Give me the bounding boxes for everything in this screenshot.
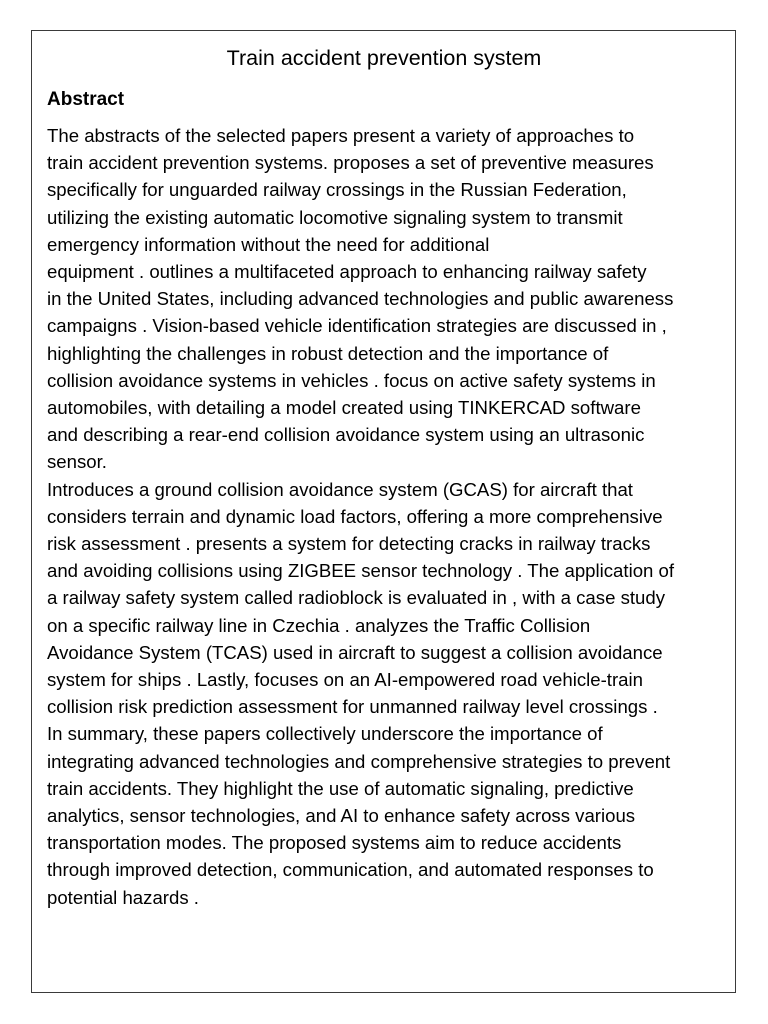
body-line: on a specific railway line in Czechia . analyzes the Traffic Collision	[47, 614, 591, 636]
body-line: potential hazards .	[47, 886, 199, 908]
body-line: transportation modes. The proposed systems aim to reduce accidents	[47, 832, 622, 854]
body-line: and describing a rear-end collision avoidance system using an ultrasonic	[47, 424, 645, 446]
body-line: Introduces a ground collision avoidance system (GCAS) for aircraft that	[47, 478, 633, 500]
body-line: a railway safety system called radioblock is evaluated in , with a case study	[47, 587, 666, 609]
body-line: The abstracts of the selected papers present a variety of approaches to	[47, 125, 635, 146]
body-line: considers terrain and dynamic load factors, offering a more comprehensive	[47, 505, 663, 527]
body-line: equipment . outlines a multifaceted approach to enhancing railway safety	[47, 261, 647, 283]
body-line: train accidents. They highlight the use of automatic signaling, predictive	[47, 777, 634, 799]
body-line: automobiles, with detailing a model created using TINKERCAD software	[47, 397, 641, 419]
body-line: in the United States, including advanced technologies and public awareness	[47, 288, 674, 310]
body-line: collision risk prediction assessment for unmanned railway level crossings .	[47, 696, 658, 718]
body-line: train accident prevention systems. proposes a set of preventive measures	[47, 152, 654, 174]
document-title: Train accident prevention system	[226, 46, 542, 70]
body-line: specifically for unguarded railway crossings in the Russian Federation,	[47, 179, 627, 201]
body-line: In summary, these papers collectively underscore the importance of	[47, 723, 603, 745]
body-line: campaigns . Vision-based vehicle identification strategies are discussed in ,	[47, 315, 667, 337]
body-line: highlighting the challenges in robust detection and the importance of	[47, 342, 609, 364]
abstract-heading: Abstract	[47, 89, 125, 110]
abstract-body	[47, 122, 727, 911]
body-line: integrating advanced technologies and comprehensive strategies to prevent	[47, 750, 671, 772]
body-line: utilizing the existing automatic locomotive signaling system to transmit	[47, 206, 623, 228]
body-line: collision avoidance systems in vehicles . focus on active safety systems in	[47, 369, 656, 391]
body-line: analytics, sensor technologies, and AI to enhance safety across various	[47, 805, 636, 827]
body-line: Avoidance System (TCAS) used in aircraft to suggest a collision avoidance	[47, 641, 663, 663]
body-line: and avoiding collisions using ZIGBEE sensor technology . The application of	[47, 560, 675, 582]
body-line: sensor.	[47, 451, 107, 473]
body-line: system for ships . Lastly, focuses on an AI-empowered road vehicle-train	[47, 669, 643, 691]
body-line: emergency information without the need for additional	[47, 233, 490, 255]
body-line: risk assessment . presents a system for detecting cracks in railway tracks	[47, 533, 651, 555]
body-line: through improved detection, communication, and automated responses to	[47, 859, 654, 881]
